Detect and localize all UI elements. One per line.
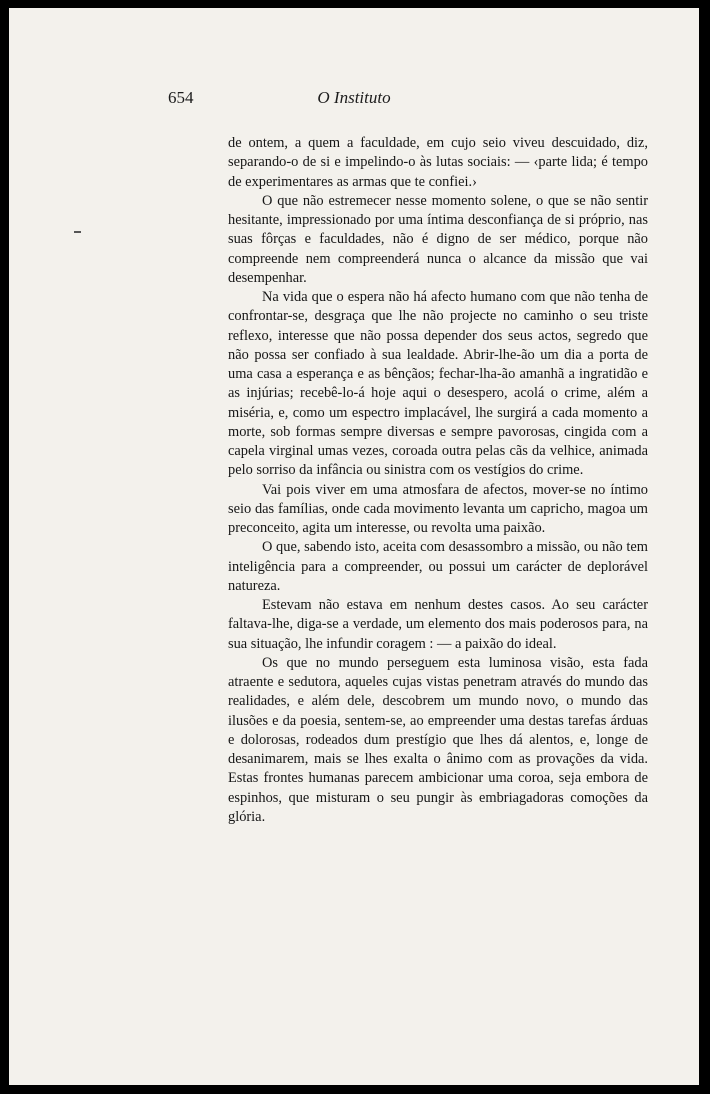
paragraph: Na vida que o espera não há afecto humano com que não tenha de confrontar-se, desgraça que lhe não projecte no caminho o seu triste reflexo, interesse que não possa depender dos seus actos, segredo que não possa ser confiado à sua lealdade. Abrir-lhe-ão um dia a porta de uma casa a esperança e as bênçãos; fechar-lha-ão amanhã a ingratidão e as injúrias; recebê-lo-á hoje aqui o desespero, acolá o crime, além a miséria, e, como um espectro implacável, lhe surgirá a cada momento a morte, sob formas sempre diversas e sempre pavorosas, cingida com a capela virginal umas vezes, coroada outra pelas cãs da velhice, animada pelo sorriso da infância ou sinistra com os vestígios do crime. <box>228 289 648 479</box>
paragraph: Os que no mundo perseguem esta luminosa visão, esta fada atraente e sedutora, aqueles cujas vistas penetram através do mundo das realidades, e além dele, descobrem um mundo novo, o mundo das ilusões e da poesia, sentem-se, ao empreender uma destas tarefas árduas e dolorosas, rodeados dum prestígio que lhes dá alentos, e, longe de desanimarem, mais se lhes exalta o ânimo com as provações da vida. Estas frontes humanas parecem ambicionar uma coroa, seja embora de espinhos, que misturam o seu pungir às embriagadoras comoções da glória. <box>228 654 648 825</box>
running-title: O Instituto <box>317 88 391 107</box>
paragraph: Estevam não estava em nenhum destes casos. Ao seu carácter faltava-lhe, diga-se a verdade, um elemento dos mais poderosos para, na sua situação, lhe infundir coragem : — a paixão do ideal. <box>228 597 648 652</box>
paragraph: de ontem, a quem a faculdade, em cujo seio viveu descuidado, diz, separando-o de si e impelindo-o às lutas sociais: — ‹parte lida; é tempo de experimentares as armas que te confiei.› <box>228 135 648 190</box>
scanned-page <box>9 8 699 1085</box>
paragraph: Vai pois viver em uma atmosfara de afectos, mover-se no íntimo seio das famílias, onde cada movimento levanta um capricho, magoa um preconceito, agita um interesse, ou revolta uma paixão. <box>228 481 648 536</box>
body-text <box>228 134 648 827</box>
margin-mark <box>74 231 81 233</box>
page-number: 654 <box>168 88 194 107</box>
page-header <box>9 88 699 112</box>
paragraph: O que não estremecer nesse momento solene, o que se não sentir hesitante, impressionado por uma íntima desconfiança de si próprio, nas suas fôrças e faculdades, não é digno de ser médico, porque não compreende nem compreenderá nunca o alcance da missão que vai desempenhar. <box>228 192 648 286</box>
paragraph: O que, sabendo isto, aceita com desassombro a missão, ou não tem inteligência para a compreender, ou possui um carácter de deplorável natureza. <box>228 539 648 594</box>
